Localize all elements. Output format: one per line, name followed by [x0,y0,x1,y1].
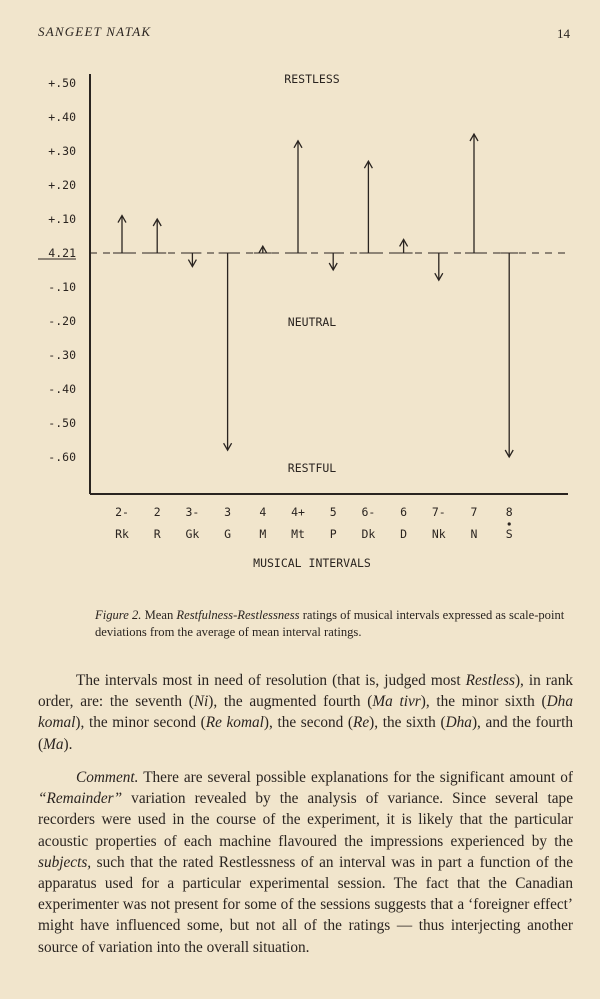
caption-text: ratings of musical intervals expressed as scale-point deviations from the average of mean interval ratings. [95,608,565,639]
paragraph-ranking: The intervals most in need of resolution (that is, judged most Restless), in rank order, are: the seventh (Ni), the augmented fourth (Ma tivr), the minor sixth (Dha komal), the minor second (Re komal), the second (Re), the sixth (Dha), and the fourth (Ma). [38,672,573,753]
y-tick-label: -.30 [48,348,76,362]
y-tick-label: -.20 [48,314,76,328]
interval-number-label: 8 [505,505,513,519]
interval-number-label: 7 [470,505,478,519]
y-tick-label: +.40 [48,110,76,124]
swara-label: D [400,527,408,541]
x-axis-title: MUSICAL INTERVALS [253,556,371,570]
swara-label: Dk [361,527,376,541]
swara-label: G [224,527,232,541]
restless-annotation: RESTLESS [284,72,340,86]
page-number: 14 [557,26,570,41]
interval-number-label: 2 [153,505,161,519]
interval-number-label: 6 [400,505,408,519]
y-tick-label: -.10 [48,280,76,294]
interval-number-label: 3- [185,505,200,519]
swara-label: M [259,527,267,541]
swara-label: Mt [291,527,305,541]
y-tick-label: 4.21 [48,246,76,260]
caption-mean: Mean [144,608,174,622]
upper-octave-dot [508,522,511,525]
paragraph-comment: Comment. There are several possible explanations for the significant amount of “Remainder” variation revealed by the analysis of variance. Since several tape recorders were used in the course of the experiment, it is likely that the particular acoustic properties of each machine flavoured the impressions experienced by the subjects, such that the rated Restlessness of an interval was in part a function of the apparatus used for a particular experimental session. The fact that the Canadian experimenter was not present for some of the sessions suggests that a ‘foreigner effect’ might have influenced some, but not all of the ratings — thus interjecting another source of variation into the overall situation. [38,769,573,956]
swara-label: P [329,527,337,541]
interval-number-label: 7- [431,505,446,519]
running-title: SANGEET NATAK [38,24,152,39]
y-tick-label: +.20 [48,178,76,192]
y-tick-label: -.40 [48,382,76,396]
swara-label: S [505,527,513,541]
restful-annotation: RESTFUL [287,461,337,475]
figure-label: Figure 2. [95,608,142,622]
y-tick-label: +.30 [48,144,76,158]
y-tick-label: +.50 [48,76,76,90]
figure-title: Restfulness-Restlessness [176,608,300,622]
swara-label: Gk [185,527,200,541]
figure-caption [95,607,585,641]
interval-number-label: 5 [329,505,337,519]
neutral-annotation: NEUTRAL [287,315,337,329]
interval-number-label: 2- [115,505,129,519]
y-tick-label: +.10 [48,212,76,226]
interval-number-label: 3 [224,505,232,519]
swara-label: N [470,527,478,541]
interval-number-label: 4 [259,505,267,519]
y-tick-label: -.50 [48,416,76,430]
interval-number-label: 4+ [291,505,305,519]
interval-number-label: 6- [361,505,376,519]
y-tick-label: -.60 [48,450,76,464]
swara-label: Nk [431,527,446,541]
swara-label: Rk [115,527,129,541]
swara-label: R [153,527,161,541]
